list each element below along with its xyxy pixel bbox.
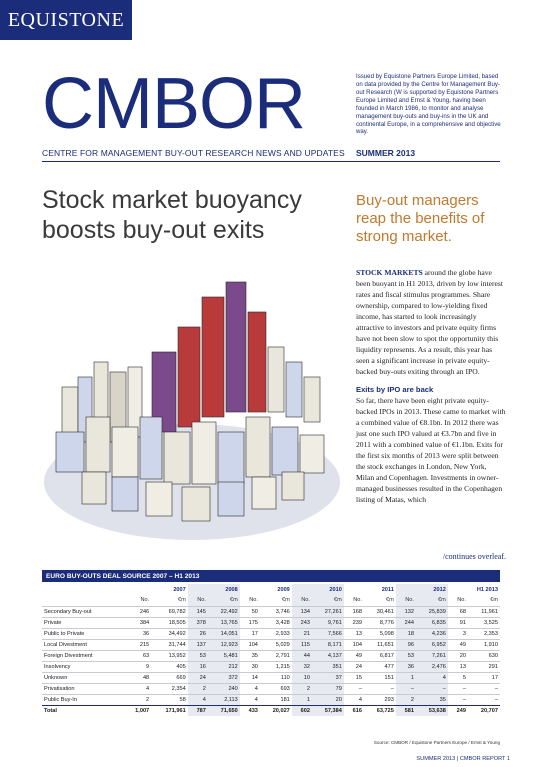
value-header: €m [312,595,344,606]
table-cell: 34,492 [151,628,188,639]
table-cell: 581 [396,705,416,716]
article-body [356,267,506,505]
row-label: Total [42,705,124,716]
article-headline: Stock market buoyancy boosts buy-out exits [42,186,302,244]
table-cell: 787 [188,705,208,716]
table-cell: 378 [188,617,208,628]
table-cell: 249 [448,705,468,716]
table-cell: 602 [292,705,312,716]
table-cell: 14 [240,672,260,683]
row-label: Private [42,617,124,628]
table-cell: 171,961 [151,705,188,716]
table-cell: 6,835 [416,617,448,628]
table-cell: 17 [240,628,260,639]
table-row [42,650,500,661]
table-cell: 2 [124,694,151,705]
table-cell: 1 [292,694,312,705]
deal-source-table [42,584,500,716]
table-cell: 7,566 [312,628,344,639]
table-cell: 9 [124,661,151,672]
table-corner [42,584,124,595]
table-cell: 2,113 [208,694,240,705]
count-header: No. [457,597,466,604]
table-cell: 4 [188,694,208,705]
table-cell: 4,236 [416,628,448,639]
table-cell: 4 [240,694,260,705]
table-cell: 20,707 [468,705,500,716]
table-cell: 91 [448,617,468,628]
year-header: 2010 [292,584,344,595]
table-cell: 96 [396,639,416,650]
value-header: €m [208,595,240,606]
table-cell: 12,923 [208,639,240,650]
count-header: No. [396,595,416,606]
table-cell: 3 [448,628,468,639]
table-cell: 4 [416,672,448,683]
lead-word: STOCK MARKETS [356,268,423,277]
table-cell: 71,650 [208,705,240,716]
table-cell: 145 [188,606,208,617]
table-cell: – [468,683,500,694]
row-label: Public to Private [42,628,124,639]
table-cell: 16 [188,661,208,672]
table-cell: 13 [344,628,364,639]
year-header: 2007 [173,586,186,593]
table-cell: 693 [260,683,292,694]
table-cell: 104 [344,639,364,650]
table-cell: 1 [396,672,416,683]
table-cell: 13 [448,661,468,672]
table-cell: – [344,683,364,694]
table-cell: 8,171 [312,639,344,650]
table-cell: 27,261 [312,606,344,617]
table-cell: 10 [292,672,312,683]
table-cell: 30 [240,661,260,672]
table-cell: 18,505 [151,617,188,628]
article-standfirst: Buy-out managers reap the benefits of strong market. [356,192,485,245]
table-cell: 181 [260,694,292,705]
year-header: 2009 [277,586,290,593]
table-cell: – [396,683,416,694]
table-cell: 669 [151,672,188,683]
table-cell: 26 [188,628,208,639]
table-cell: 48 [124,672,151,683]
table-cell: 477 [364,661,396,672]
table-cell: 20,027 [260,705,292,716]
table-cell: 2 [188,683,208,694]
table-cell: 3,525 [468,617,500,628]
table-cell: 35 [240,650,260,661]
total-row [42,705,500,716]
table-cell: 115 [292,639,312,650]
value-header: €m [282,597,290,604]
table-row [42,639,500,650]
table-cell: 132 [396,606,416,617]
table-cell: 6,817 [364,650,396,661]
table-cell: 11,651 [364,639,396,650]
masthead-title: CMBOR [42,64,305,144]
table-cell: 7,261 [416,650,448,661]
table-cell: 1,910 [468,639,500,650]
table-cell: 53 [188,650,208,661]
paragraph-1 [356,267,506,377]
year-header: 2011 [381,586,394,593]
table-title: EURO BUY-OUTS DEAL SOURCE 2007 – H1 2013 [42,570,500,582]
city-skyline-illustration [42,267,340,542]
table-cell: 351 [312,661,344,672]
sub-corner [42,595,124,606]
table-source: Source: CMBOR / Equistone Partners Europe / Ernst & Young [373,740,500,745]
table-cell: 2 [292,683,312,694]
table-cell: 20 [448,650,468,661]
table-cell: 134 [292,606,312,617]
table-cell: 5,481 [208,650,240,661]
table-cell: 36 [396,661,416,672]
table-cell: 384 [124,617,151,628]
table-cell: 212 [208,661,240,672]
issued-note: Issued by Equistone Partners Europe Limited, based on data provided by the Centre for Management Buy-out Research (W is supported by Equistone Partners Europe Limited and Ernst & Young, having been founded in March 1986, to monitor and analyse management buy-outs and buy-ins in the UK and continental Europe, in a comprehensive and objective way. [356,73,501,136]
row-label: Local Divestment [42,639,124,650]
table-cell: 244 [396,617,416,628]
table-cell: 13,952 [151,650,188,661]
table-cell: 6,952 [416,639,448,650]
table-cell: – [468,694,500,705]
table-cell: 405 [151,661,188,672]
row-label: Unknown [42,672,124,683]
table-cell: 2,791 [260,650,292,661]
table-row [42,694,500,705]
table-cell: 53 [396,650,416,661]
table-cell: 21 [292,628,312,639]
table-cell: 372 [208,672,240,683]
table-cell: 58 [151,694,188,705]
table-cell: – [448,683,468,694]
table-cell: 3,428 [260,617,292,628]
value-header: €m [386,597,394,604]
table-cell: 293 [364,694,396,705]
table-row [42,628,500,639]
count-header: No. [249,597,258,604]
count-header: No. [140,597,150,604]
continues-link[interactable]: /continues overleaf. [442,552,506,561]
table-cell: 22,492 [208,606,240,617]
row-label: Privatisation [42,683,124,694]
table-cell: 53,638 [416,705,448,716]
table-cell: 616 [344,705,364,716]
row-label: Public Buy-In [42,694,124,705]
page-footer: SUMMER 2013 | CMBOR REPORT 1 [416,756,510,762]
table-cell: 1,215 [260,661,292,672]
subhead: Exits by IPO are back [356,385,434,394]
table-cell: 30,461 [364,606,396,617]
table-cell: 2,353 [468,628,500,639]
table-cell: 24 [188,672,208,683]
count-header: No. [292,595,312,606]
year-header: 2008 [188,584,240,595]
table-row [42,661,500,672]
table-cell: 240 [208,683,240,694]
table-cell: 5,029 [260,639,292,650]
table-cell: 9,761 [312,617,344,628]
count-header: No. [353,597,362,604]
table-cell: 2,476 [416,661,448,672]
table-cell: 104 [240,639,260,650]
table-cell: 2 [396,694,416,705]
table-cell: 63 [124,650,151,661]
table-cell: 4,137 [312,650,344,661]
table-cell: 68 [448,606,468,617]
table-cell: 215 [124,639,151,650]
table-cell: 630 [468,650,500,661]
table-cell: 36 [124,628,151,639]
table-cell: 32 [292,661,312,672]
table-row [42,672,500,683]
table-cell: 37 [312,672,344,683]
issue-date: SUMMER 2013 [356,148,416,158]
table-cell: 151 [364,672,396,683]
table-row [42,617,500,628]
table-cell: 20 [312,694,344,705]
table-cell: 14,051 [208,628,240,639]
table-cell: 433 [240,705,260,716]
table-cell: 110 [260,672,292,683]
table-cell: 13,765 [208,617,240,628]
row-label: Foreign Divestment [42,650,124,661]
table-cell: 49 [344,650,364,661]
table-cell: – [364,683,396,694]
table-cell: 243 [292,617,312,628]
table-cell: 50 [240,606,260,617]
table-cell: 31,744 [151,639,188,650]
row-label: Secondary Buy-out [42,606,124,617]
value-header: €m [177,597,186,604]
table-cell: 4 [240,683,260,694]
table-cell: 4 [344,694,364,705]
table-cell: 11,961 [468,606,500,617]
table-cell: 2,354 [151,683,188,694]
strap-line: CENTRE FOR MANAGEMENT BUY-OUT RESEARCH NEWS AND UPDATES [42,148,345,158]
table-row [42,606,500,617]
table-cell: 8,776 [364,617,396,628]
year-header: 2012 [396,584,448,595]
equistone-logo: EQUISTONE [0,0,132,40]
value-header: €m [416,595,448,606]
table-cell: 24 [344,661,364,672]
table-cell: 15 [344,672,364,683]
value-header: €m [490,597,498,604]
masthead-divider [42,161,500,162]
paragraph-2: So far, there have been eight private equity-backed IPOs in 2013. These came to market with a combined value of €8.1bn. In 2012 there was just one such IPO valued at €3.7bn and five in 2011 with a combined value of €1.1bn. Exits for the first six months of 2013 were split between the stock exchanges in London, New York, Milan and Copenhagen. Investments in owner-managed businesses resulted in the Copenhagen listing of Matas, which [356,396,506,504]
count-header: No. [188,595,208,606]
table-cell: 291 [468,661,500,672]
table-cell: 1,007 [124,705,151,716]
table-cell: – [416,683,448,694]
table-cell: 3,746 [260,606,292,617]
table-cell: 137 [188,639,208,650]
row-label: Insolvency [42,661,124,672]
table-cell: 79 [312,683,344,694]
table-cell: 17 [468,672,500,683]
year-header: H1 2013 [476,586,498,593]
table-cell: – [448,694,468,705]
table-cell: 246 [124,606,151,617]
table-cell: 25,839 [416,606,448,617]
table-cell: 2,933 [260,628,292,639]
table-cell: 4 [124,683,151,694]
table-cell: 168 [344,606,364,617]
table-cell: 63,725 [364,705,396,716]
table-cell: 5,098 [364,628,396,639]
table-cell: 69,782 [151,606,188,617]
table-cell: 49 [448,639,468,650]
table-cell: 239 [344,617,364,628]
table-cell: 57,384 [312,705,344,716]
table-cell: 5 [448,672,468,683]
table-cell: 44 [292,650,312,661]
table-cell: 18 [396,628,416,639]
table-cell: 35 [416,694,448,705]
table-cell: 175 [240,617,260,628]
table-row [42,683,500,694]
paragraph-1-text: around the globe have been buoyant in H1 2013, driven by low interest rates and fiscal stimulus programmes. Share ownership, compared to low-yielding fixed income, has started to look increasingly attractive to investors and private equity firms have not been slow to spot the opportunity this liquidity represents. As a result, this year has seen a significant increase in private equity-backed buy-outs exiting through an IPO. [356,268,503,376]
